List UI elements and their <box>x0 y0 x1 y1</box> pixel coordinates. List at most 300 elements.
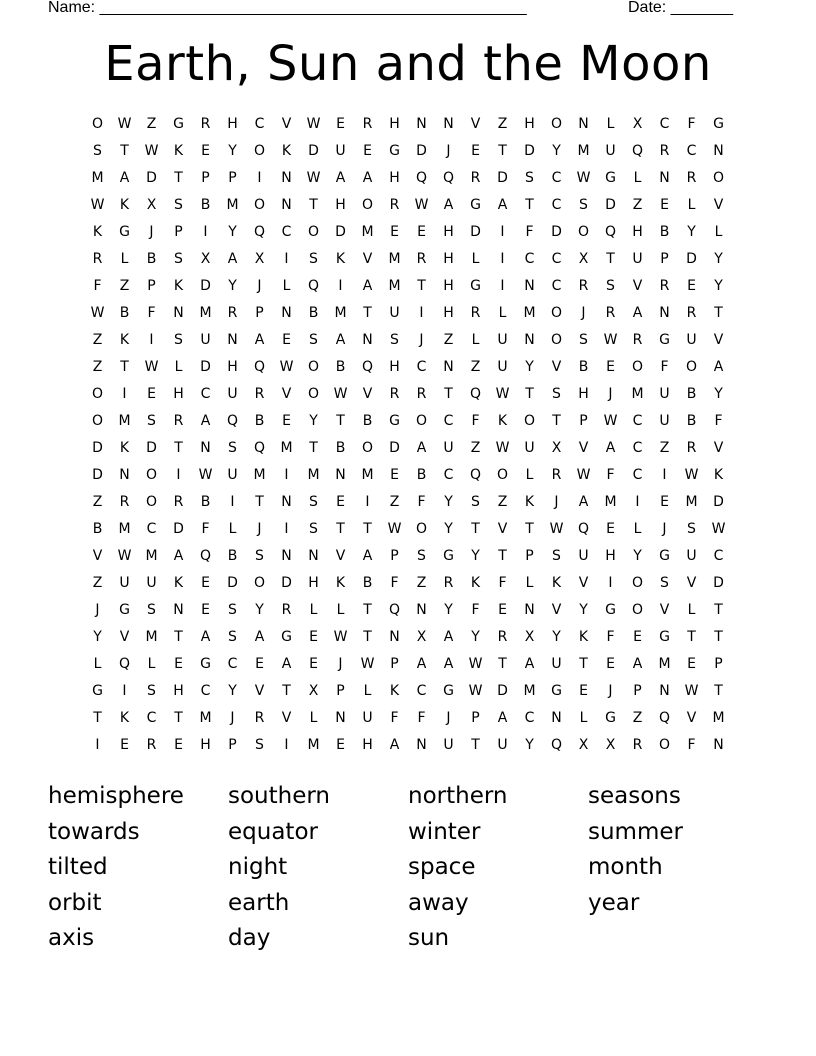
grid-letter: I <box>284 467 289 483</box>
grid-letter: T <box>309 440 318 456</box>
grid-letter: R <box>362 116 373 132</box>
grid-letter: L <box>498 305 507 321</box>
grid-letter: W <box>414 197 429 213</box>
grid-letter: D <box>281 575 292 591</box>
grid-letter: Y <box>714 251 723 267</box>
grid-letter: E <box>309 629 318 645</box>
grid-letter: R <box>632 332 643 348</box>
grid-letter: R <box>389 197 400 213</box>
grid-letter: N <box>551 710 562 726</box>
grid-letter: L <box>147 656 156 672</box>
grid-letter: G <box>200 656 211 672</box>
grid-letter: S <box>660 575 669 591</box>
grid-letter: D <box>308 143 319 159</box>
grid-letter: G <box>659 332 670 348</box>
grid-letter: U <box>659 386 670 402</box>
grid-letter: J <box>662 521 667 537</box>
grid-row <box>84 221 732 248</box>
grid-letter: P <box>255 305 264 321</box>
grid-letter: E <box>390 224 399 240</box>
grid-letter: V <box>470 116 481 132</box>
grid-letter: A <box>281 656 292 672</box>
grid-letter: L <box>282 278 291 294</box>
grid-letter: W <box>144 359 159 375</box>
grid-letter: N <box>578 116 589 132</box>
grid-letter: Y <box>228 683 237 699</box>
grid-letter: O <box>658 737 671 753</box>
grid-letter: W <box>90 197 105 213</box>
grid-letter: C <box>200 683 211 699</box>
grid-letter: S <box>309 521 318 537</box>
grid-letter: P <box>390 548 399 564</box>
grid-letter: J <box>608 386 613 402</box>
grid-letter: E <box>660 197 669 213</box>
grid-letter: S <box>579 197 588 213</box>
grid-letter: U <box>524 440 535 456</box>
grid-letter: N <box>281 197 292 213</box>
grid-letter: Q <box>199 548 212 564</box>
date-field-label: Date: _______ <box>628 0 733 16</box>
word-list-item: day <box>228 925 271 952</box>
grid-letter: X <box>416 629 427 645</box>
grid-letter: T <box>714 629 723 645</box>
grid-letter: J <box>608 683 613 699</box>
grid-letter: Y <box>633 548 642 564</box>
grid-letter: Y <box>444 602 453 618</box>
grid-letter: T <box>606 251 615 267</box>
grid-letter: O <box>631 359 644 375</box>
page-title: Earth, Sun and the Moon <box>104 36 712 92</box>
grid-letter: A <box>227 251 238 267</box>
grid-letter: E <box>336 116 345 132</box>
grid-letter: W <box>117 548 132 564</box>
grid-letter: W <box>684 683 699 699</box>
grid-letter: M <box>145 629 158 645</box>
grid-letter: G <box>605 710 616 726</box>
grid-letter: K <box>335 575 346 591</box>
grid-letter: R <box>254 386 265 402</box>
grid-letter: C <box>254 116 265 132</box>
grid-letter: C <box>686 143 697 159</box>
grid-letter: S <box>228 629 237 645</box>
grid-letter: S <box>606 278 615 294</box>
grid-letter: T <box>417 278 426 294</box>
grid-letter: Z <box>443 332 454 348</box>
grid-letter: B <box>416 467 427 483</box>
grid-letter: T <box>174 710 183 726</box>
grid-letter: U <box>686 548 697 564</box>
grid-letter: Q <box>226 413 239 429</box>
grid-row <box>84 518 732 545</box>
grid-letter: L <box>309 602 318 618</box>
word-search-grid <box>84 113 732 761</box>
grid-letter: L <box>228 521 237 537</box>
name-field-label: Name: ________________________________________________ <box>48 0 527 16</box>
grid-row <box>84 437 732 464</box>
grid-letter: N <box>713 737 724 753</box>
grid-letter: J <box>257 278 262 294</box>
grid-letter: U <box>119 575 130 591</box>
grid-letter: F <box>687 737 696 753</box>
grid-letter: U <box>146 575 157 591</box>
grid-letter: O <box>361 197 374 213</box>
grid-letter: M <box>334 305 347 321</box>
grid-letter: S <box>552 548 561 564</box>
grid-letter: E <box>660 494 669 510</box>
grid-letter: D <box>92 440 103 456</box>
grid-letter: V <box>92 548 103 564</box>
grid-letter: L <box>687 197 696 213</box>
grid-letter: O <box>550 116 563 132</box>
grid-letter: O <box>307 359 320 375</box>
grid-letter: H <box>389 359 400 375</box>
word-list-item: tilted <box>48 854 108 881</box>
grid-letter: E <box>579 683 588 699</box>
grid-letter: Z <box>470 440 481 456</box>
word-list-item: space <box>408 854 476 881</box>
grid-letter: W <box>144 143 159 159</box>
grid-letter: E <box>606 359 615 375</box>
grid-letter: I <box>176 467 181 483</box>
grid-letter: Y <box>309 413 318 429</box>
grid-letter: O <box>685 359 698 375</box>
grid-letter: O <box>253 143 266 159</box>
grid-letter: S <box>93 143 102 159</box>
grid-letter: L <box>471 332 480 348</box>
grid-letter: U <box>659 413 670 429</box>
grid-letter: S <box>147 683 156 699</box>
grid-letter: C <box>551 170 562 186</box>
grid-letter: N <box>335 467 346 483</box>
grid-letter: J <box>257 521 262 537</box>
grid-letter: N <box>200 440 211 456</box>
grid-letter: T <box>714 305 723 321</box>
grid-letter: W <box>306 116 321 132</box>
grid-letter: R <box>416 251 427 267</box>
grid-letter: Y <box>552 143 561 159</box>
grid-letter: H <box>524 116 535 132</box>
grid-letter: A <box>497 710 508 726</box>
grid-letter: C <box>200 386 211 402</box>
grid-letter: R <box>551 467 562 483</box>
grid-letter: P <box>174 224 183 240</box>
grid-letter: T <box>687 629 696 645</box>
grid-letter: L <box>525 575 534 591</box>
grid-letter: I <box>608 575 613 591</box>
grid-letter: C <box>551 278 562 294</box>
grid-row <box>84 248 732 275</box>
grid-letter: J <box>419 332 424 348</box>
grid-letter: L <box>309 710 318 726</box>
grid-letter: Y <box>552 629 561 645</box>
grid-row <box>84 707 732 734</box>
grid-letter: R <box>200 116 211 132</box>
grid-row <box>84 545 732 572</box>
grid-letter: B <box>227 548 238 564</box>
grid-letter: I <box>365 494 370 510</box>
grid-letter: M <box>91 170 104 186</box>
grid-letter: I <box>284 521 289 537</box>
grid-letter: K <box>119 197 130 213</box>
grid-letter: E <box>606 656 615 672</box>
grid-letter: D <box>416 143 427 159</box>
grid-letter: V <box>659 602 670 618</box>
grid-letter: U <box>551 656 562 672</box>
grid-letter: K <box>389 683 400 699</box>
grid-letter: F <box>390 710 399 726</box>
grid-letter: Z <box>92 332 103 348</box>
grid-letter: Z <box>146 116 157 132</box>
grid-letter: L <box>633 170 642 186</box>
grid-letter: Q <box>658 710 671 726</box>
grid-letter: H <box>443 278 454 294</box>
grid-letter: C <box>146 521 157 537</box>
grid-letter: H <box>443 305 454 321</box>
grid-letter: A <box>632 305 643 321</box>
grid-letter: I <box>635 494 640 510</box>
grid-letter: A <box>578 494 589 510</box>
grid-letter: K <box>119 710 130 726</box>
grid-letter: V <box>119 629 130 645</box>
grid-letter: H <box>443 251 454 267</box>
grid-letter: D <box>551 224 562 240</box>
grid-letter: D <box>389 440 400 456</box>
grid-letter: A <box>362 548 373 564</box>
grid-letter: U <box>578 548 589 564</box>
grid-letter: E <box>498 602 507 618</box>
grid-letter: L <box>336 602 345 618</box>
grid-letter: N <box>524 602 535 618</box>
grid-letter: W <box>333 386 348 402</box>
grid-letter: X <box>578 737 589 753</box>
grid-letter: U <box>335 143 346 159</box>
grid-letter: R <box>173 413 184 429</box>
grid-letter: S <box>471 494 480 510</box>
grid-letter: L <box>174 359 183 375</box>
grid-letter: A <box>200 629 211 645</box>
grid-letter: N <box>659 170 670 186</box>
grid-letter: Q <box>469 386 482 402</box>
grid-letter: I <box>500 224 505 240</box>
grid-letter: A <box>443 629 454 645</box>
grid-letter: S <box>255 737 264 753</box>
grid-letter: U <box>227 386 238 402</box>
grid-letter: Q <box>307 278 320 294</box>
grid-letter: V <box>713 440 724 456</box>
grid-letter: V <box>551 602 562 618</box>
grid-letter: A <box>335 332 346 348</box>
grid-letter: M <box>253 467 266 483</box>
grid-letter: L <box>579 710 588 726</box>
grid-letter: E <box>309 656 318 672</box>
grid-letter: N <box>524 278 535 294</box>
grid-letter: Z <box>389 494 400 510</box>
grid-letter: Q <box>415 170 428 186</box>
grid-letter: G <box>470 197 481 213</box>
grid-letter: J <box>95 602 100 618</box>
grid-letter: Z <box>470 359 481 375</box>
grid-letter: N <box>281 305 292 321</box>
grid-letter: D <box>470 224 481 240</box>
grid-letter: B <box>335 359 346 375</box>
grid-row <box>84 572 732 599</box>
grid-letter: R <box>416 386 427 402</box>
grid-letter: I <box>203 224 208 240</box>
grid-letter: C <box>443 413 454 429</box>
grid-letter: K <box>578 629 589 645</box>
grid-letter: S <box>147 602 156 618</box>
grid-letter: M <box>199 305 212 321</box>
grid-letter: S <box>309 494 318 510</box>
grid-letter: R <box>605 305 616 321</box>
grid-letter: T <box>579 656 588 672</box>
grid-letter: D <box>146 170 157 186</box>
grid-letter: O <box>496 467 509 483</box>
grid-letter: Z <box>416 575 427 591</box>
grid-letter: F <box>471 602 480 618</box>
grid-letter: M <box>307 467 320 483</box>
grid-letter: U <box>443 737 454 753</box>
grid-letter: N <box>443 116 454 132</box>
grid-letter: E <box>201 143 210 159</box>
grid-letter: F <box>525 224 534 240</box>
grid-row <box>84 410 732 437</box>
word-list-item: hemisphere <box>48 783 184 809</box>
grid-letter: I <box>662 467 667 483</box>
grid-letter: T <box>120 359 129 375</box>
grid-letter: O <box>307 224 320 240</box>
grid-letter: G <box>659 629 670 645</box>
grid-letter: T <box>363 305 372 321</box>
grid-letter: B <box>254 413 265 429</box>
grid-letter: K <box>119 440 130 456</box>
grid-letter: T <box>282 683 291 699</box>
grid-letter: A <box>416 440 427 456</box>
grid-letter: A <box>362 170 373 186</box>
grid-letter: S <box>228 440 237 456</box>
grid-letter: J <box>338 656 343 672</box>
grid-letter: X <box>146 197 157 213</box>
grid-letter: V <box>713 197 724 213</box>
grid-letter: W <box>387 521 402 537</box>
grid-letter: J <box>554 494 559 510</box>
word-list-item: earth <box>228 889 290 916</box>
grid-row <box>84 626 732 653</box>
grid-row <box>84 275 732 302</box>
grid-row <box>84 356 732 383</box>
word-list-item: northern <box>408 783 508 809</box>
grid-letter: Z <box>92 494 103 510</box>
grid-letter: G <box>281 629 292 645</box>
word-list-item: towards <box>48 818 140 845</box>
grid-letter: H <box>443 224 454 240</box>
word-list-item: year <box>588 889 640 916</box>
grid-letter: G <box>389 143 400 159</box>
grid-letter: M <box>577 143 590 159</box>
grid-letter: N <box>281 548 292 564</box>
grid-letter: Y <box>471 629 480 645</box>
grid-letter: C <box>227 656 238 672</box>
grid-letter: F <box>417 494 426 510</box>
grid-letter: Q <box>118 656 131 672</box>
grid-letter: H <box>389 116 400 132</box>
grid-letter: L <box>714 224 723 240</box>
word-list-item: equator <box>228 818 318 845</box>
grid-letter: A <box>416 656 427 672</box>
word-list-item: orbit <box>48 889 102 916</box>
grid-letter: A <box>713 359 724 375</box>
grid-letter: O <box>415 413 428 429</box>
grid-letter: N <box>389 629 400 645</box>
grid-letter: G <box>605 602 616 618</box>
grid-letter: H <box>632 224 643 240</box>
word-list-item: seasons <box>588 783 681 809</box>
grid-letter: M <box>523 683 536 699</box>
grid-letter: K <box>497 413 508 429</box>
grid-letter: G <box>551 683 562 699</box>
grid-row <box>84 329 732 356</box>
grid-letter: T <box>309 197 318 213</box>
grid-letter: V <box>497 521 508 537</box>
grid-letter: C <box>416 359 427 375</box>
grid-letter: V <box>632 278 643 294</box>
grid-letter: Y <box>471 548 480 564</box>
grid-letter: P <box>660 251 669 267</box>
grid-letter: C <box>443 467 454 483</box>
grid-letter: F <box>390 575 399 591</box>
grid-letter: Z <box>92 575 103 591</box>
grid-letter: N <box>281 494 292 510</box>
grid-letter: R <box>659 278 670 294</box>
grid-letter: W <box>603 332 618 348</box>
grid-letter: E <box>363 143 372 159</box>
grid-letter: O <box>307 386 320 402</box>
grid-letter: Q <box>631 143 644 159</box>
grid-letter: K <box>119 332 130 348</box>
grid-letter: P <box>147 278 156 294</box>
grid-row <box>84 140 732 167</box>
grid-letter: A <box>443 656 454 672</box>
grid-letter: E <box>174 656 183 672</box>
grid-letter: E <box>417 224 426 240</box>
grid-letter: T <box>336 521 345 537</box>
grid-letter: Q <box>577 521 590 537</box>
grid-letter: C <box>146 710 157 726</box>
grid-letter: C <box>632 440 643 456</box>
grid-letter: F <box>93 278 102 294</box>
grid-letter: M <box>712 710 725 726</box>
grid-row <box>84 167 732 194</box>
grid-letter: Q <box>442 170 455 186</box>
grid-letter: O <box>523 413 536 429</box>
grid-letter: C <box>551 251 562 267</box>
grid-letter: S <box>417 548 426 564</box>
grid-letter: M <box>631 386 644 402</box>
grid-letter: K <box>551 575 562 591</box>
grid-letter: O <box>91 386 104 402</box>
grid-letter: B <box>200 197 211 213</box>
grid-letter: E <box>633 629 642 645</box>
grid-letter: A <box>605 440 616 456</box>
grid-letter: P <box>201 170 210 186</box>
grid-letter: B <box>200 494 211 510</box>
grid-letter: M <box>280 440 293 456</box>
grid-letter: D <box>173 521 184 537</box>
grid-letter: G <box>659 548 670 564</box>
grid-letter: T <box>174 440 183 456</box>
grid-letter: R <box>443 575 454 591</box>
grid-letter: E <box>687 278 696 294</box>
